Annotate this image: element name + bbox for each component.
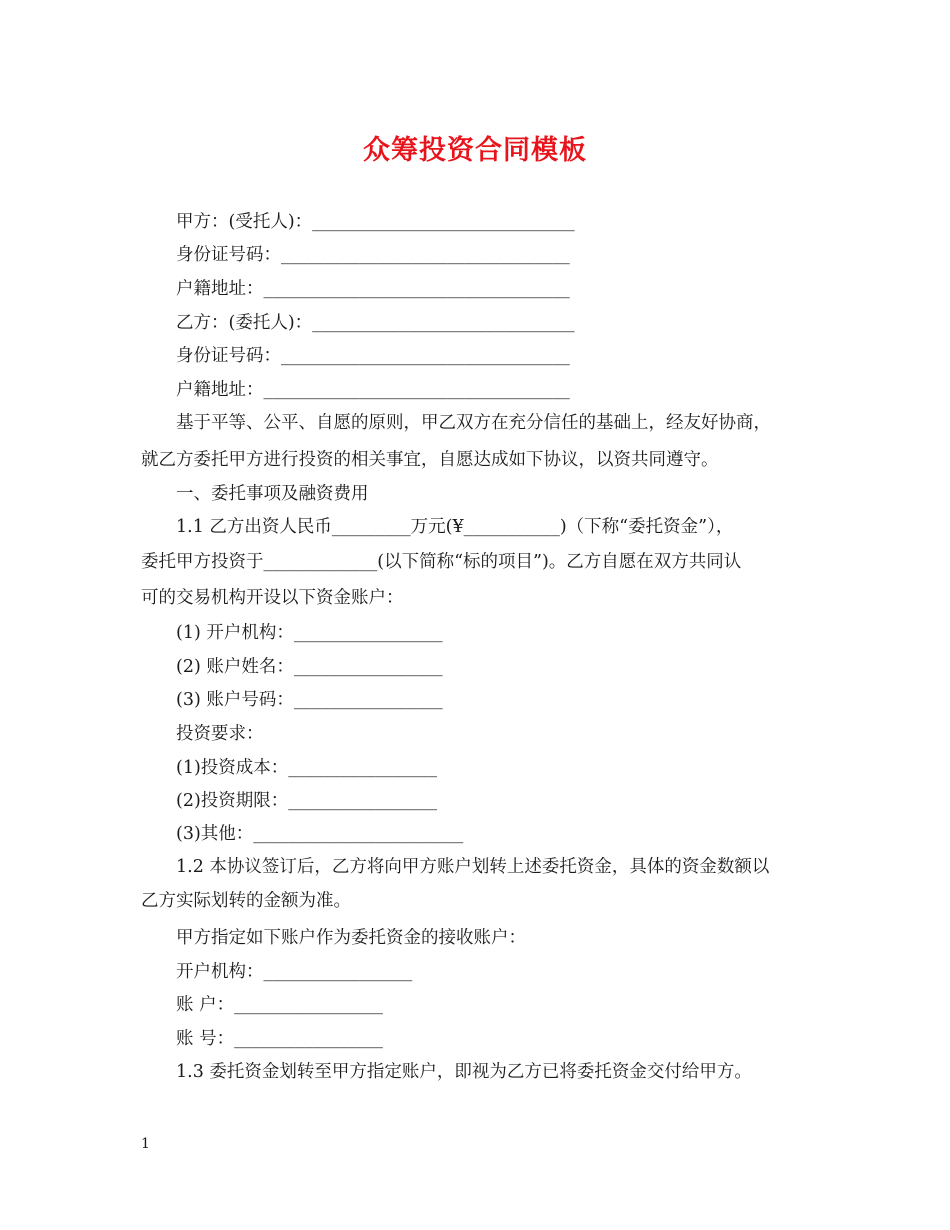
- section-heading: 一、委托事项及融资费用: [176, 484, 369, 504]
- list-item: (3)其他：________________________: [176, 824, 464, 844]
- list-item: (1) 开户机构：_________________: [176, 623, 443, 643]
- subheading: 投资要求：: [176, 724, 264, 744]
- list-item: (2) 账户姓名：_________________: [176, 657, 443, 677]
- party-b-line: 乙方：(委托人)：______________________________: [176, 313, 575, 333]
- list-item: (1)投资成本：_________________: [176, 758, 438, 778]
- paragraph-line: 就乙方委托甲方进行投资的相关事宜，自愿达成如下协议，以资共同遵守。: [141, 450, 719, 470]
- list-item: 账 号：_________________: [176, 1029, 383, 1049]
- clause-line: 可的交易机构开设以下资金账户：: [141, 588, 404, 608]
- list-item: (2)投资期限：_________________: [176, 791, 438, 811]
- clause-line: 1.1 乙方出资人民币_________万元(¥___________)（下称“委托资金”），: [176, 517, 734, 537]
- list-item: (3) 账户号码：_________________: [176, 690, 443, 710]
- clause-line: 乙方实际划转的金额为准。: [141, 891, 351, 911]
- party-b-address-line: 户籍地址：___________________________________: [176, 380, 570, 400]
- party-a-line: 甲方：(受托人)：______________________________: [176, 212, 575, 232]
- paragraph-line: 甲方指定如下账户作为委托资金的接收账户：: [176, 928, 526, 948]
- party-a-address-line: 户籍地址：___________________________________: [176, 279, 570, 299]
- page-number: 1: [141, 1136, 150, 1152]
- clause-line: 1.2 本协议签订后，乙方将向甲方账户划转上述委托资金，具体的资金数额以: [176, 857, 770, 877]
- clause-line: 委托甲方投资于_____________(以下简称“标的项目”)。乙方自愿在双方共同认: [141, 552, 742, 572]
- list-item: 开户机构：_________________: [176, 962, 413, 982]
- paragraph-line: 基于平等、公平、自愿的原则，甲乙双方在充分信任的基础上，经友好协商，: [176, 413, 771, 433]
- clause-line: 1.3 委托资金划转至甲方指定账户，即视为乙方已将委托资金交付给甲方。: [176, 1062, 752, 1082]
- party-a-id-line: 身份证号码：_________________________________: [176, 245, 570, 265]
- document-title: 众筹投资合同模板: [363, 135, 587, 166]
- party-b-id-line: 身份证号码：_________________________________: [176, 346, 570, 366]
- list-item: 账 户：_________________: [176, 995, 383, 1015]
